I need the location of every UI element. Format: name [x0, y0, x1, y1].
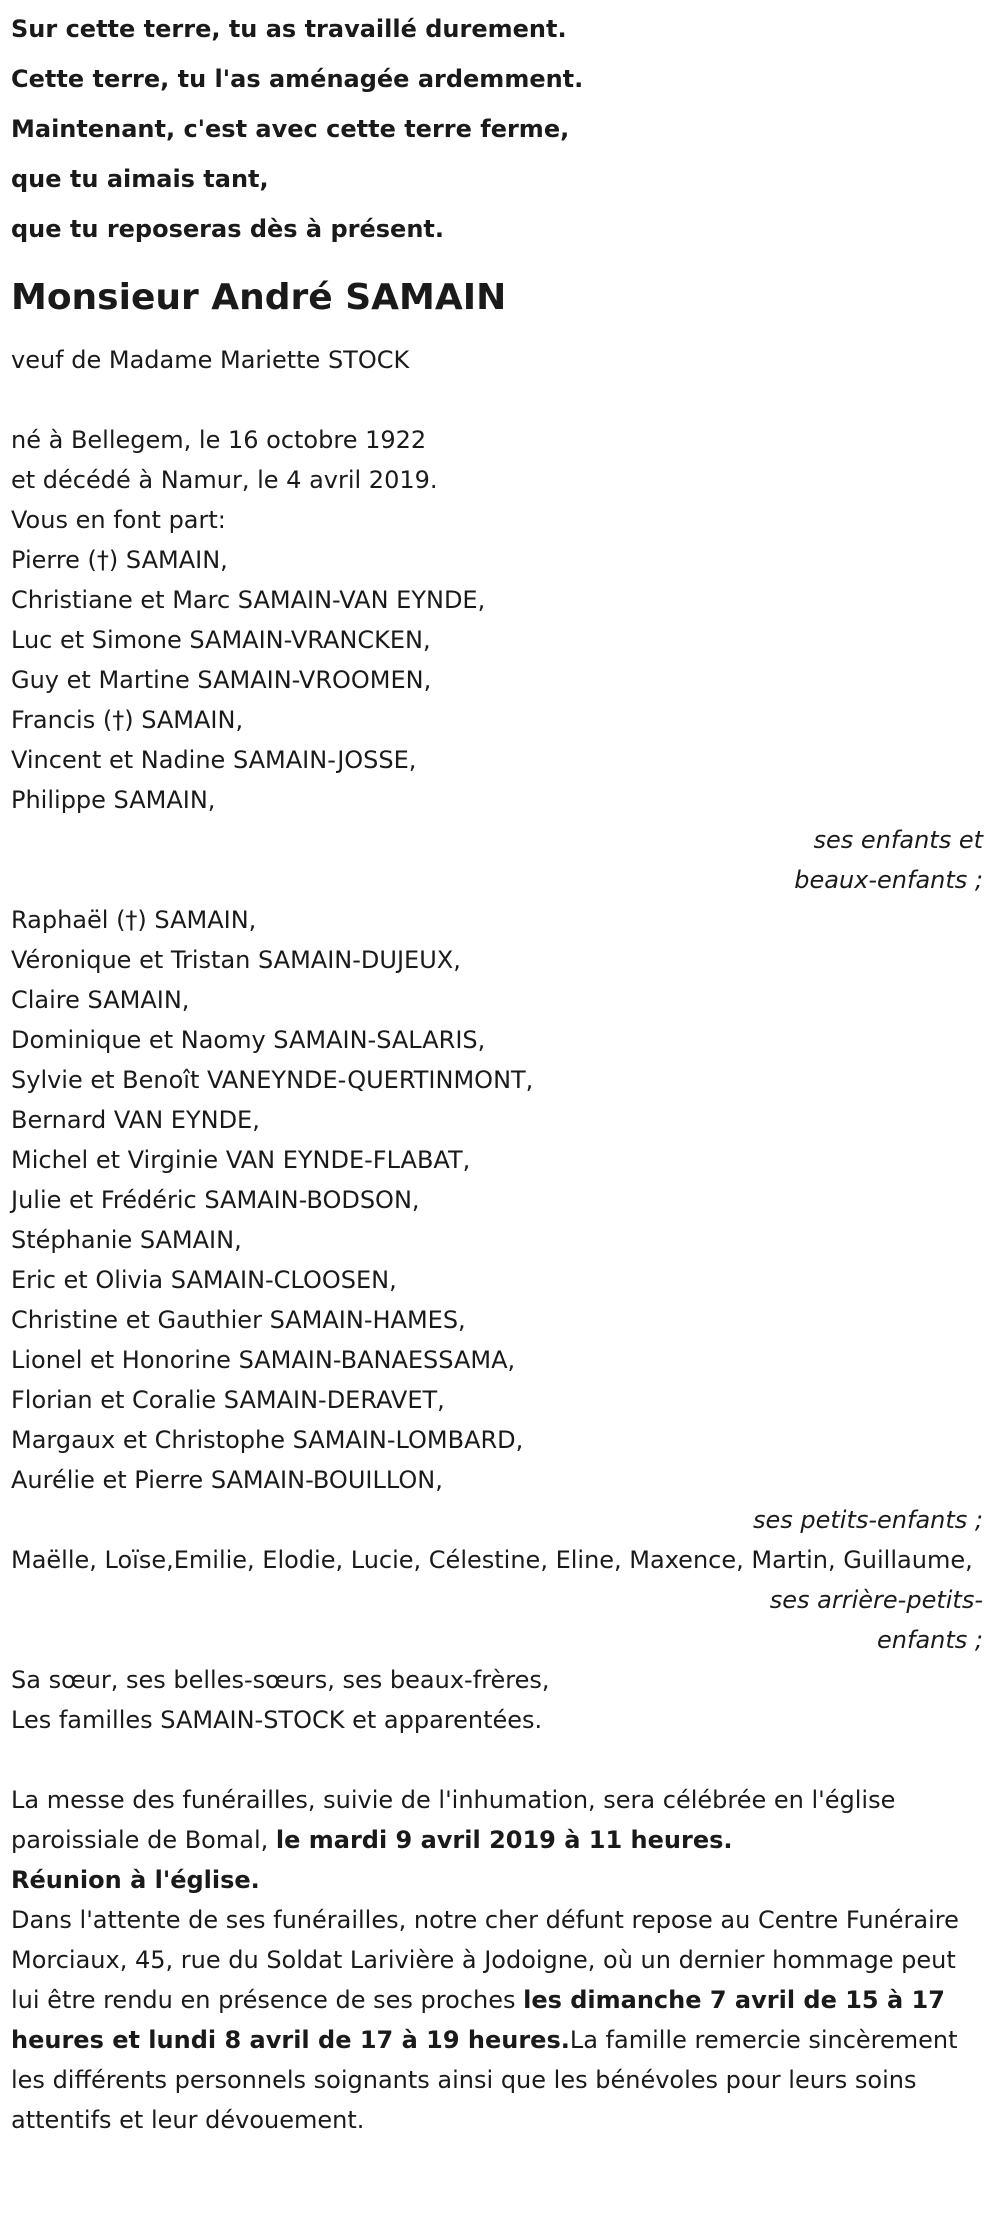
list-item: Stéphanie SAMAIN, — [11, 1226, 242, 1254]
list-item: Claire SAMAIN, — [11, 986, 190, 1014]
reunion-line: Réunion à l'église. — [11, 1866, 260, 1894]
list-item: Aurélie et Pierre SAMAIN-BOUILLON, — [11, 1466, 443, 1494]
list-item: Margaux et Christophe SAMAIN-LOMBARD, — [11, 1426, 524, 1454]
visitation-hours: les dimanche 7 avril de 15 à 17 heures et lundi 8 avril de 17 à 19 heures. — [11, 1986, 945, 2054]
list-item: Florian et Coralie SAMAIN-DERAVET, — [11, 1386, 445, 1414]
list-item: Eric et Olivia SAMAIN-CLOOSEN, — [11, 1266, 397, 1294]
children-list — [11, 540, 989, 820]
grandchildren-list — [11, 900, 989, 1500]
grandchildren-relation: ses petits-enfants ; — [752, 1506, 983, 1534]
spouse-line: veuf de Madame Mariette STOCK — [11, 346, 410, 374]
list-item: Bernard VAN EYNDE, — [11, 1106, 260, 1134]
intro-line: Vous en font part: — [11, 506, 226, 534]
others-line: Sa sœur, ses belles-sœurs, ses beaux-frères, — [11, 1666, 550, 1694]
children-relation: beaux-enfants ; — [794, 866, 983, 894]
funeral-text: La messe des funérailles, suivie de l'inhumation, sera célébrée en l'église paroissiale de Bomal, — [11, 1786, 896, 1854]
birth-line: né à Bellegem, le 16 octobre 1922 — [11, 426, 427, 454]
list-item: Dominique et Naomy SAMAIN-SALARIS, — [11, 1026, 486, 1054]
poem-line: Maintenant, c'est avec cette terre ferme, — [11, 115, 570, 143]
visitation-paragraph — [11, 1900, 991, 2140]
poem-line: Sur cette terre, tu as travaillé durement. — [11, 15, 567, 43]
poem-line: que tu reposeras dès à présent. — [11, 215, 445, 243]
great-grandchildren-list: Maëlle, Loïse,Emilie, Elodie, Lucie, Célestine, Eline, Maxence, Martin, Guillaume, — [11, 1546, 973, 1574]
thanks-text: La famille remercie sincèrement les différents personnels soignants ainsi que les bénévoles pour leurs soins attentifs et leur dévouement. — [11, 2026, 958, 2134]
list-item: Pierre (†) SAMAIN, — [11, 546, 228, 574]
list-item: Vincent et Nadine SAMAIN-JOSSE, — [11, 746, 417, 774]
list-item: Véronique et Tristan SAMAIN-DUJEUX, — [11, 946, 461, 974]
great-grandchildren-relation: ses arrière-petits- — [769, 1586, 983, 1614]
list-item: Luc et Simone SAMAIN-VRANCKEN, — [11, 626, 431, 654]
poem — [11, 4, 989, 254]
list-item: Guy et Martine SAMAIN-VROOMEN, — [11, 666, 432, 694]
great-grandchildren-relation: enfants ; — [877, 1626, 983, 1654]
deceased-name: Monsieur André SAMAIN — [11, 277, 507, 318]
list-item: Julie et Frédéric SAMAIN-BODSON, — [11, 1186, 420, 1214]
list-item: Sylvie et Benoît VANEYNDE-QUERTINMONT, — [11, 1066, 534, 1094]
children-relation: ses enfants et — [813, 826, 983, 854]
obituary-page — [0, 4, 1000, 2140]
list-item: Lionel et Honorine SAMAIN-BANAESSAMA, — [11, 1346, 516, 1374]
funeral-paragraph — [11, 1780, 991, 1860]
list-item: Christine et Gauthier SAMAIN-HAMES, — [11, 1306, 466, 1334]
list-item: Raphaël (†) SAMAIN, — [11, 906, 257, 934]
list-item: Philippe SAMAIN, — [11, 786, 216, 814]
funeral-date: le mardi 9 avril 2019 à 11 heures. — [275, 1826, 733, 1854]
list-item: Michel et Virginie VAN EYNDE-FLABAT, — [11, 1146, 471, 1174]
list-item: Francis (†) SAMAIN, — [11, 706, 244, 734]
visitation-text: Dans l'attente de ses funérailles, notre cher défunt repose au Centre Funéraire Morciaux, 45, rue du Soldat Larivière à Jodoigne, où un dernier hommage peut lui être rendu en présence de ses proches — [11, 1906, 959, 2014]
poem-line: Cette terre, tu l'as aménagée ardemment. — [11, 65, 584, 93]
list-item: Christiane et Marc SAMAIN-VAN EYNDE, — [11, 586, 486, 614]
poem-line: que tu aimais tant, — [11, 165, 269, 193]
others-line: Les familles SAMAIN-STOCK et apparentées. — [11, 1706, 543, 1734]
death-line: et décédé à Namur, le 4 avril 2019. — [11, 466, 438, 494]
